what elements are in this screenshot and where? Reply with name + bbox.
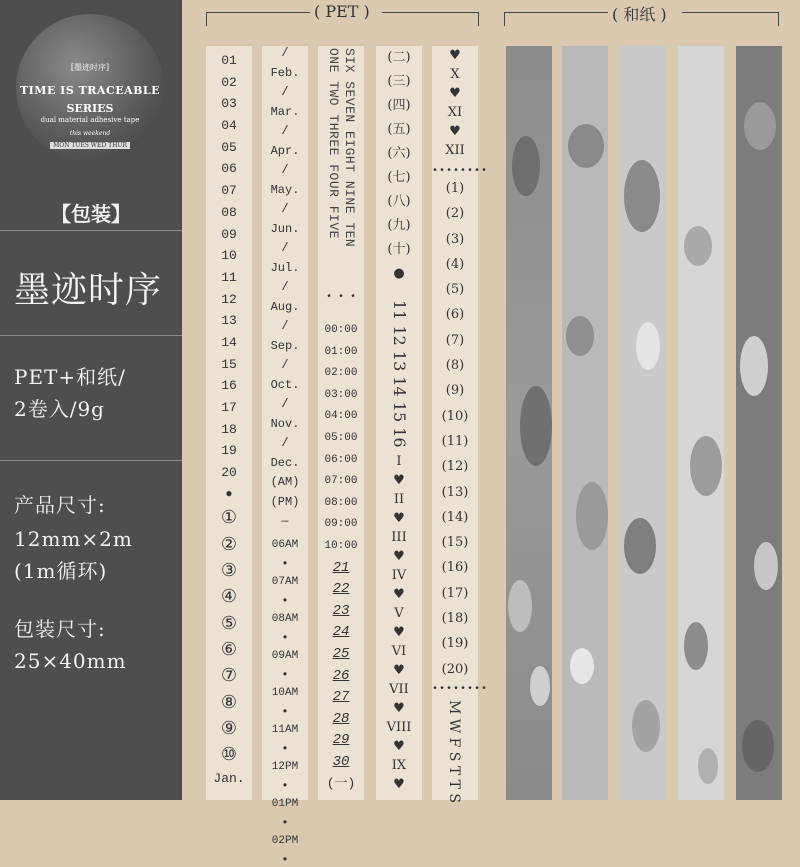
- circled-number: (5): [445, 282, 465, 298]
- month-item: Apr.: [270, 143, 300, 158]
- day-number: 05: [221, 139, 237, 155]
- day-number: 06: [221, 161, 237, 177]
- month-item: Nov.: [270, 416, 300, 431]
- strip3-vertical-numbers-2: SIX SEVEN EIGHT NINE TEN: [342, 48, 357, 248]
- heart-icon: ♥: [393, 473, 405, 488]
- strip2-content: [262, 44, 308, 865]
- time-label: 11AM: [271, 723, 299, 736]
- day-number: 02: [221, 74, 237, 90]
- month-item: /: [281, 436, 289, 450]
- dot-separator: •: [281, 852, 289, 867]
- strip4-roman: [376, 452, 422, 794]
- dot-separator: •: [281, 667, 289, 682]
- dot-separator: •: [281, 630, 289, 645]
- month-item: Aug.: [270, 299, 300, 314]
- month-item: Oct.: [270, 377, 300, 392]
- month-item: /: [281, 241, 289, 255]
- strip5-letters: M W F S T T S: [446, 700, 462, 803]
- day-number: 14: [221, 334, 237, 350]
- circled-number: (19): [441, 636, 469, 652]
- badge-series-cn: [墨迹时序]: [70, 63, 110, 72]
- roman-numeral: IX: [391, 758, 407, 773]
- roman-numeral: V: [394, 606, 404, 621]
- circled-number: ⑧: [220, 691, 238, 713]
- day-underlined: 24: [332, 624, 350, 641]
- day-underlined: 28: [332, 710, 350, 727]
- strip4-rotated-days: 11 12 13 14 15 16: [390, 300, 409, 448]
- size-title: 产品尺寸:: [14, 493, 106, 517]
- circled-number: (15): [441, 535, 469, 551]
- strip3-vertical-numbers-1: ONE TWO THREE FOUR FIVE: [326, 48, 341, 239]
- dot-separator: •: [281, 741, 289, 756]
- circled-number: ⑤: [220, 612, 238, 634]
- day-underlined: 27: [332, 689, 350, 706]
- day-number: 13: [221, 313, 237, 329]
- time-label: 08:00: [324, 496, 358, 509]
- dot-separator: •: [281, 704, 289, 719]
- time-label: 01PM: [271, 797, 299, 810]
- header-tick: [504, 12, 505, 26]
- header-tick: [778, 12, 779, 26]
- divider: [0, 335, 182, 336]
- ampm-label: (PM): [270, 494, 300, 509]
- time-label: 08AM: [271, 612, 299, 625]
- circled-number: ⑩: [220, 744, 238, 766]
- pack-value: 25×40mm: [14, 649, 127, 673]
- divider: [0, 230, 182, 231]
- month-item: /: [281, 85, 289, 99]
- time-label: 09:00: [324, 518, 358, 531]
- cjk-number: (七): [387, 170, 411, 185]
- month-item: /: [281, 397, 289, 411]
- cjk-end: (一): [326, 776, 356, 792]
- heart-icon: ♥: [393, 663, 405, 678]
- time-label: 06AM: [271, 538, 299, 551]
- separator: —: [281, 514, 289, 528]
- info-sidebar: [0, 0, 182, 800]
- time-label: 10AM: [271, 686, 299, 699]
- time-label: 07:00: [324, 475, 358, 488]
- time-label: 07AM: [271, 575, 299, 588]
- day-underlined: 29: [332, 732, 350, 749]
- time-label: 00:00: [324, 324, 358, 336]
- day-underlined: 21: [332, 559, 350, 576]
- circled-number: ⑥: [220, 638, 238, 660]
- badge-series: SERIES: [66, 102, 114, 115]
- day-number: 12: [221, 291, 237, 307]
- circled-number: (18): [441, 611, 469, 627]
- strip5-circled: [432, 176, 478, 682]
- circled-number: (14): [441, 509, 469, 525]
- circled-number: (6): [445, 307, 465, 323]
- time-label: 06:00: [324, 453, 358, 466]
- heart-icon: ♥: [449, 124, 461, 139]
- circled-number: ①: [220, 507, 238, 529]
- strip1-content: [206, 50, 252, 790]
- time-label: 05:00: [324, 431, 358, 444]
- roman-numeral: VIII: [386, 720, 412, 735]
- day-number: 18: [221, 421, 237, 437]
- day-number: 07: [221, 183, 237, 199]
- strip4-cjk: [376, 46, 422, 286]
- header-line: [206, 12, 310, 13]
- month-item: /: [281, 124, 289, 138]
- circled-number: (13): [441, 484, 469, 500]
- circled-number: (17): [441, 585, 469, 601]
- roman-numeral: VII: [389, 682, 409, 697]
- header-line: [682, 12, 778, 13]
- heart-icon: ♥: [393, 777, 405, 792]
- circled-number: ③: [220, 560, 238, 582]
- washi-strip-5: [736, 46, 782, 800]
- heart-icon: ♥: [393, 739, 405, 754]
- time-label: 02:00: [324, 367, 358, 380]
- time-label: 10:00: [324, 539, 358, 552]
- heart-icon: ♥: [393, 549, 405, 564]
- day-underlined: 25: [332, 645, 350, 662]
- roman-numeral: III: [391, 530, 407, 545]
- time-label: 01:00: [324, 345, 358, 358]
- divider: [0, 460, 182, 461]
- day-underlined: 22: [332, 581, 350, 598]
- badge-subtitle: dual material adhesive tape: [40, 116, 140, 124]
- month-item: /: [281, 319, 289, 333]
- day-number: 01: [221, 53, 237, 68]
- day-number: 03: [221, 96, 237, 112]
- badge-days: MON TUES WED THUR: [50, 142, 130, 149]
- roman-numeral: II: [393, 492, 405, 507]
- badge-script: this weekend: [69, 130, 111, 137]
- day-number: 17: [221, 400, 237, 415]
- product-name: 墨迹时序: [14, 270, 163, 311]
- day-number: 16: [221, 378, 237, 394]
- badge-title: TIME IS TRACEABLE: [19, 84, 161, 97]
- month-item: Feb.: [270, 65, 300, 80]
- circled-number: ⑨: [220, 717, 238, 739]
- header-line: [504, 12, 608, 13]
- circled-number: (11): [441, 433, 469, 449]
- day-number: 20: [221, 465, 237, 481]
- day-number: 04: [221, 118, 237, 134]
- washi-header: ( 和纸 ): [612, 5, 667, 24]
- month-item: /: [281, 202, 289, 216]
- dot-separator: •: [281, 778, 289, 793]
- day-number: 15: [221, 356, 237, 372]
- roman-numeral: I: [396, 454, 402, 469]
- circled-number: (8): [445, 358, 465, 374]
- size-value: 12mm×2m: [14, 527, 133, 551]
- dot-separator: •: [281, 815, 289, 830]
- month-item: May.: [270, 182, 300, 197]
- circled-number: (7): [445, 332, 465, 348]
- time-label: 03:00: [324, 388, 358, 401]
- pet-header: ( PET ): [314, 2, 370, 21]
- day-number: 11: [221, 269, 237, 285]
- circled-number: (1): [445, 181, 465, 196]
- day-underlined: 30: [332, 753, 350, 770]
- roman-numeral: IV: [391, 568, 407, 583]
- month-item: Jul.: [270, 260, 300, 275]
- package-label: 【包装】: [51, 202, 131, 226]
- circled-number: ②: [220, 533, 238, 555]
- strip3-content: [318, 320, 364, 795]
- cjk-number: (五): [387, 122, 411, 137]
- washi-strip-4: [678, 46, 724, 800]
- roman-numeral: X: [450, 67, 460, 82]
- circled-number: (20): [441, 661, 469, 677]
- heart-icon: ♥: [449, 86, 461, 101]
- cjk-number: (六): [387, 146, 411, 161]
- day-number: 09: [221, 226, 237, 242]
- month-item: /: [281, 280, 289, 294]
- dot-separator: •: [281, 556, 289, 571]
- month-label: Jan.: [213, 771, 245, 787]
- cjk-number: (二): [387, 50, 411, 65]
- dot-separator: •: [281, 593, 289, 608]
- cjk-number: (八): [387, 194, 411, 209]
- strip5-divider: ••••••••: [432, 166, 489, 177]
- circled-number: (16): [441, 560, 469, 576]
- cjk-number: (十): [387, 242, 411, 257]
- day-number: 19: [221, 443, 237, 459]
- size-loop: (1m循环): [14, 559, 108, 583]
- month-item: /: [281, 163, 289, 177]
- time-label: 04:00: [324, 410, 358, 423]
- washi-strip-2: [562, 46, 608, 800]
- heart-icon: ♥: [393, 587, 405, 602]
- strip5-divider: ••••••••: [432, 684, 489, 695]
- day-underlined: 26: [332, 667, 350, 684]
- roman-numeral: XI: [447, 105, 463, 120]
- heart-icon: ♥: [449, 48, 461, 63]
- heart-icon: ♥: [393, 701, 405, 716]
- bullet: ●: [225, 486, 233, 501]
- circled-number: ④: [220, 586, 238, 608]
- time-label: 09AM: [271, 649, 299, 662]
- cjk-number: (三): [387, 74, 411, 89]
- month-item: Sep.: [270, 338, 300, 353]
- month-item: /: [281, 358, 289, 372]
- washi-strip-3: [620, 46, 666, 800]
- day-underlined: 23: [332, 602, 350, 619]
- pack-title: 包装尺寸:: [14, 617, 106, 641]
- circled-number: (9): [445, 383, 465, 399]
- circled-number: (3): [445, 231, 465, 247]
- header-tick: [478, 12, 479, 26]
- strip5-roman-top: [432, 46, 478, 160]
- material-line1: PET+和纸/: [14, 365, 126, 389]
- day-number: 10: [221, 248, 237, 264]
- ampm-label: (AM): [270, 475, 300, 489]
- month-item: Dec.: [270, 455, 300, 470]
- circled-number: (2): [445, 206, 465, 222]
- heart-icon: ♥: [393, 625, 405, 640]
- circled-number: (10): [441, 408, 469, 424]
- month-item: Jun.: [270, 221, 300, 236]
- bullet: ●: [393, 266, 405, 281]
- header-tick: [206, 12, 207, 26]
- cjk-number: (四): [387, 98, 411, 113]
- roman-numeral: XII: [445, 143, 465, 158]
- header-line: [382, 12, 478, 13]
- day-number: 08: [221, 204, 237, 220]
- circled-number: (12): [441, 459, 469, 475]
- tape-preview: [182, 0, 800, 867]
- heart-icon: ♥: [393, 511, 405, 526]
- product-badge: [16, 14, 164, 162]
- month-item: /: [281, 46, 289, 60]
- time-label: 02PM: [271, 834, 299, 847]
- washi-strip-1: [506, 46, 552, 800]
- material-line2: 2卷入/9g: [14, 397, 105, 421]
- circled-number: ⑦: [220, 665, 238, 687]
- circled-number: (4): [445, 256, 465, 272]
- cjk-number: (九): [387, 218, 411, 233]
- roman-numeral: VI: [391, 644, 407, 659]
- time-label: 12PM: [271, 760, 299, 773]
- strip3-dots: • • •: [325, 292, 356, 303]
- month-item: Mar.: [270, 104, 300, 119]
